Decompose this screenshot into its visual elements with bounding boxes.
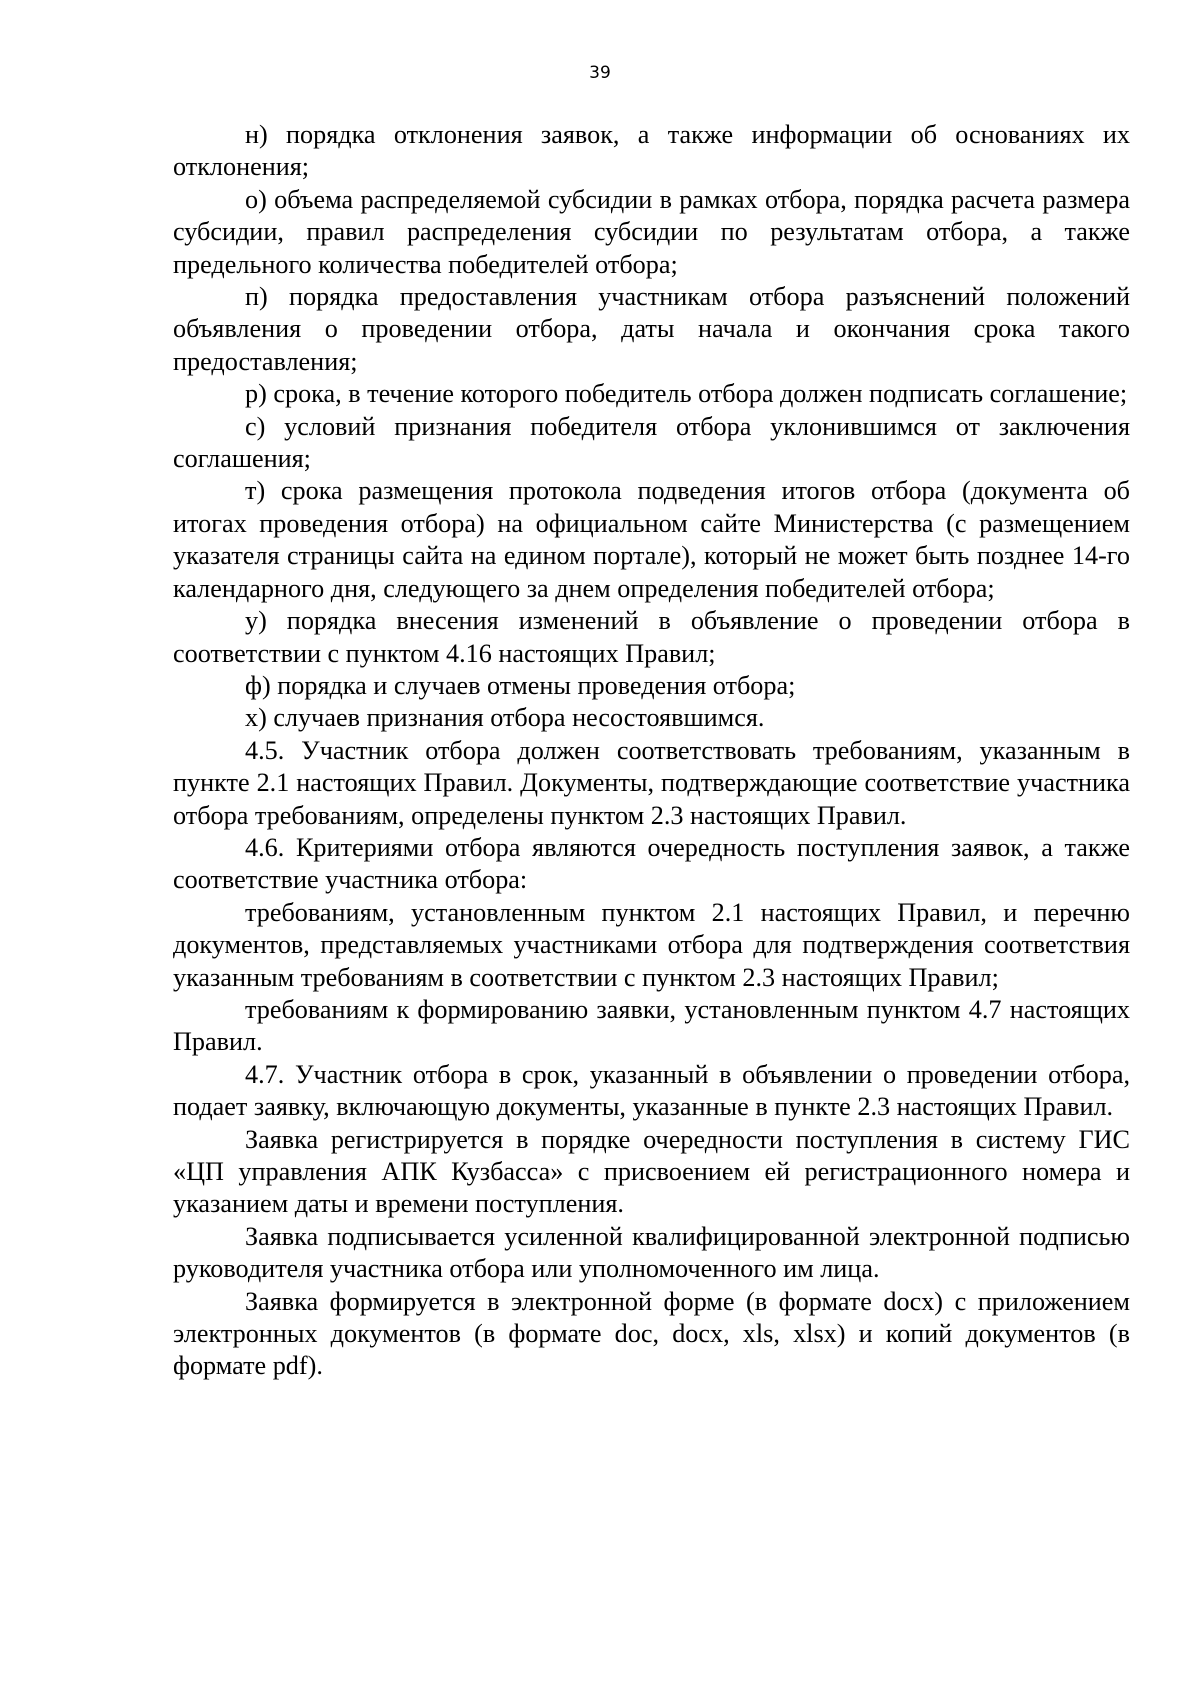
paragraph-f: ф) порядка и случаев отмены проведения отбора; — [245, 670, 796, 700]
paragraph-signature: Заявка подписывается усиленной квалифицированной электронной подписью руководителя участника отбора или уполномоченного им лица. — [173, 1221, 1130, 1284]
paragraph-4-6-requirements-4-7: требованиям к формированию заявки, установленным пунктом 4.7 настоящих Правил. — [173, 994, 1130, 1057]
paragraph-4-5: 4.5. Участник отбора должен соответствовать требованиям, указанным в пункте 2.1 настоящих Правил. Документы, подтверждающие соответствие участника отбора требованиям, определены пунктом 2.3 настоящих Правил. — [173, 735, 1130, 830]
paragraph-o: о) объема распределяемой субсидии в рамках отбора, порядка расчета размера субсидии, правил распределения субсидии по результатам отбора, а также предельного количества победителей отбора; — [173, 184, 1130, 279]
paragraph-format: Заявка формируется в электронной форме (в формате docx) с приложением электронных документов (в формате doc, docx, xls, xlsx) и копий документов (в формате pdf). — [173, 1286, 1130, 1381]
paragraph-h: х) случаев признания отбора несостоявшимся. — [245, 703, 765, 733]
paragraph-u: у) порядка внесения изменений в объявление о проведении отбора в соответствии с пунктом 4.16 настоящих Правил; — [173, 606, 1130, 668]
document-body — [173, 119, 1130, 1383]
paragraph-r: р) срока, в течение которого победитель отбора должен подписать соглашение; — [245, 379, 1128, 409]
paragraph-n: н) порядка отклонения заявок, а также информации об основаниях их отклонения; — [173, 120, 1130, 182]
paragraph-s: с) условий признания победителя отбора уклонившимся от заключения соглашения; — [173, 411, 1130, 474]
paragraph-4-6-requirements-2-1: требованиям, установленным пунктом 2.1 настоящих Правил, и перечню документов, представляемых участниками отбора для подтверждения соответствия указанным требованиям в соответствии с пунктом 2.3 настоящих Правил; — [173, 897, 1130, 992]
paragraph-p: п) порядка предоставления участникам отбора разъяснений положений объявления о проведении отбора, даты начала и окончания срока такого предоставления; — [173, 282, 1130, 376]
paragraph-registration: Заявка регистрируется в порядке очередности поступления в систему ГИС «ЦП управления АПК Кузбасса» с присвоением ей регистрационного номера и указанием даты и времени поступления. — [173, 1124, 1130, 1219]
paragraph-4-6: 4.6. Критериями отбора являются очередность поступления заявок, а также соответствие участника отбора: — [173, 832, 1130, 895]
paragraph-4-7: 4.7. Участник отбора в срок, указанный в объявлении о проведении отбора, подает заявку, включающую документы, указанные в пункте 2.3 настоящих Правил. — [173, 1059, 1130, 1122]
page-number: 39 — [589, 63, 611, 83]
paragraph-t: т) срока размещения протокола подведения итогов отбора (документа об итогах проведения отбора) на официальном сайте Министерства (с размещением указателя страницы сайта на едином портале), который не может быть позднее 14-го календарного дня, следующего за днем определения победителей отбора; — [173, 476, 1130, 603]
